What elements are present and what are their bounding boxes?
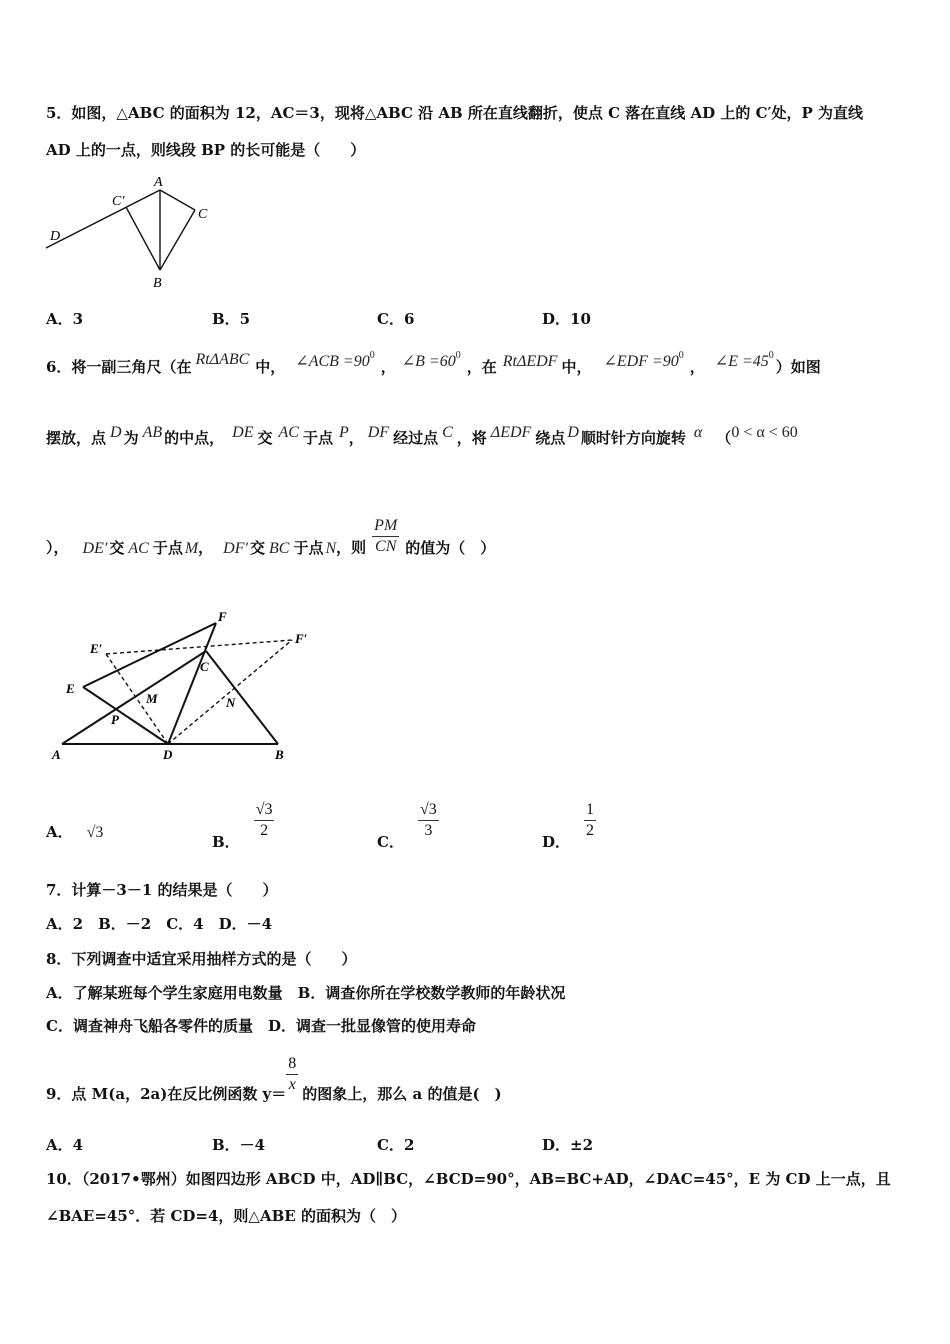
- q5-line-CB: [160, 210, 195, 270]
- q6-label-E1: E′: [90, 641, 103, 656]
- q5-line2: AD 上的一点，则线段 BP 的长可能是（ ）: [46, 141, 366, 159]
- q6-label-F1: F′: [295, 631, 308, 646]
- q5-label-A: A: [154, 175, 163, 190]
- q9-option-d: D．±2: [542, 1136, 594, 1154]
- q7-stem: 7．计算－3－1 的结果是（ ）: [46, 881, 278, 899]
- q9-option-c: C．2: [377, 1136, 415, 1154]
- q6-line-EF: [83, 623, 216, 687]
- q6-option-a: A． √3: [46, 823, 104, 841]
- q7-options: A．2 B．－2 C．4 D．－4: [46, 915, 273, 933]
- q5-label-C: C: [198, 207, 208, 222]
- q5-label-C1: C′: [112, 194, 125, 209]
- q5-label-B: B: [153, 276, 162, 291]
- q10-line2: ∠BAE=45°．若 CD=4，则△ABE 的面积为（ ）: [46, 1207, 406, 1225]
- q6-line-E1F1: [106, 640, 292, 654]
- q6-label-E: E: [66, 681, 75, 696]
- q6-label-A: A: [52, 747, 61, 762]
- q9-option-a: A．4: [46, 1136, 84, 1154]
- q10-line1: 10．（2017•鄂州）如图四边形 ABCD 中，AD∥BC，∠BCD=90°，AB=BC+AD，∠DAC=45°，E 为 CD 上一点，且: [46, 1170, 891, 1188]
- q6-line3: ）， DE′ 交 AC 于点 M， DF′ 交 BC 于点 N，则 $\frac{PM}{CN}$ 的值为（ ）: [46, 517, 496, 557]
- q8-options-row2: C．调查神舟飞船各零件的质量 D．调查一批显像管的使用寿命: [46, 1017, 476, 1035]
- q6-label-D: D: [163, 747, 173, 762]
- q6-label-P: P: [111, 712, 119, 727]
- q6-label-C: C: [200, 659, 209, 674]
- q9-option-b: B．－4: [212, 1136, 266, 1154]
- q5-line-AC: [160, 190, 195, 210]
- q8-stem: 8．下列调查中适宜采用抽样方式的是（ ）: [46, 950, 357, 968]
- q6-option-c: C． $\frac{√3}{3}$: [377, 801, 437, 851]
- q6-option-b: B． $\frac{√3}{2}$: [212, 801, 273, 851]
- q5-option-d: D．10: [542, 310, 591, 328]
- q6-option-d: D． $\frac{1}{2}$: [542, 801, 595, 851]
- q6-line1: 6．将一副三角尺（在 RtΔABC 中， ∠ACB $=90^0$， ∠B $=60^0$，在 RtΔEDF 中， ∠EDF $=90^0$， ∠E $=45^0$）如图: [46, 350, 821, 376]
- q6-line-E1D: [106, 654, 168, 744]
- q6-line-CB: [206, 651, 278, 744]
- q5-label-D: D: [50, 229, 61, 244]
- q6-label-F: F: [218, 609, 227, 624]
- q5-line-C1B: [126, 207, 160, 270]
- q6-label-N: N: [226, 695, 236, 710]
- q6-label-M: M: [146, 691, 158, 706]
- q6-line-DF1: [168, 640, 292, 744]
- q5-option-c: C．6: [377, 310, 415, 328]
- q6-line-DF: [168, 623, 216, 744]
- q6-line2: 摆放，点 D 为 AB 的中点， DE 交 AC 于点 P， DF 经过点 C ，将 ΔEDF 绕点 D 顺时针方向旋转 α （0 < α < 60: [46, 424, 798, 447]
- q6-figure: [40, 605, 320, 770]
- q9-stem: 9．点 M(a，2a)在反比例函数 y＝ $\frac{8}{x}$ 的图象上，那么 a 的值是( ): [46, 1055, 502, 1103]
- q6-label-B: B: [275, 747, 284, 762]
- q5-option-a: A．3: [46, 310, 84, 328]
- q5-figure: [40, 170, 230, 295]
- q5-option-b: B．5: [212, 310, 251, 328]
- q8-options-row1: A．了解某班每个学生家庭用电数量 B．调查你所在学校数学教师的年龄状况: [46, 984, 566, 1002]
- q5-line1: 5．如图，△ABC 的面积为 12，AC＝3，现将△ABC 沿 AB 所在直线翻折，使点 C 落在直线 AD 上的 C′处，P 为直线: [46, 104, 863, 122]
